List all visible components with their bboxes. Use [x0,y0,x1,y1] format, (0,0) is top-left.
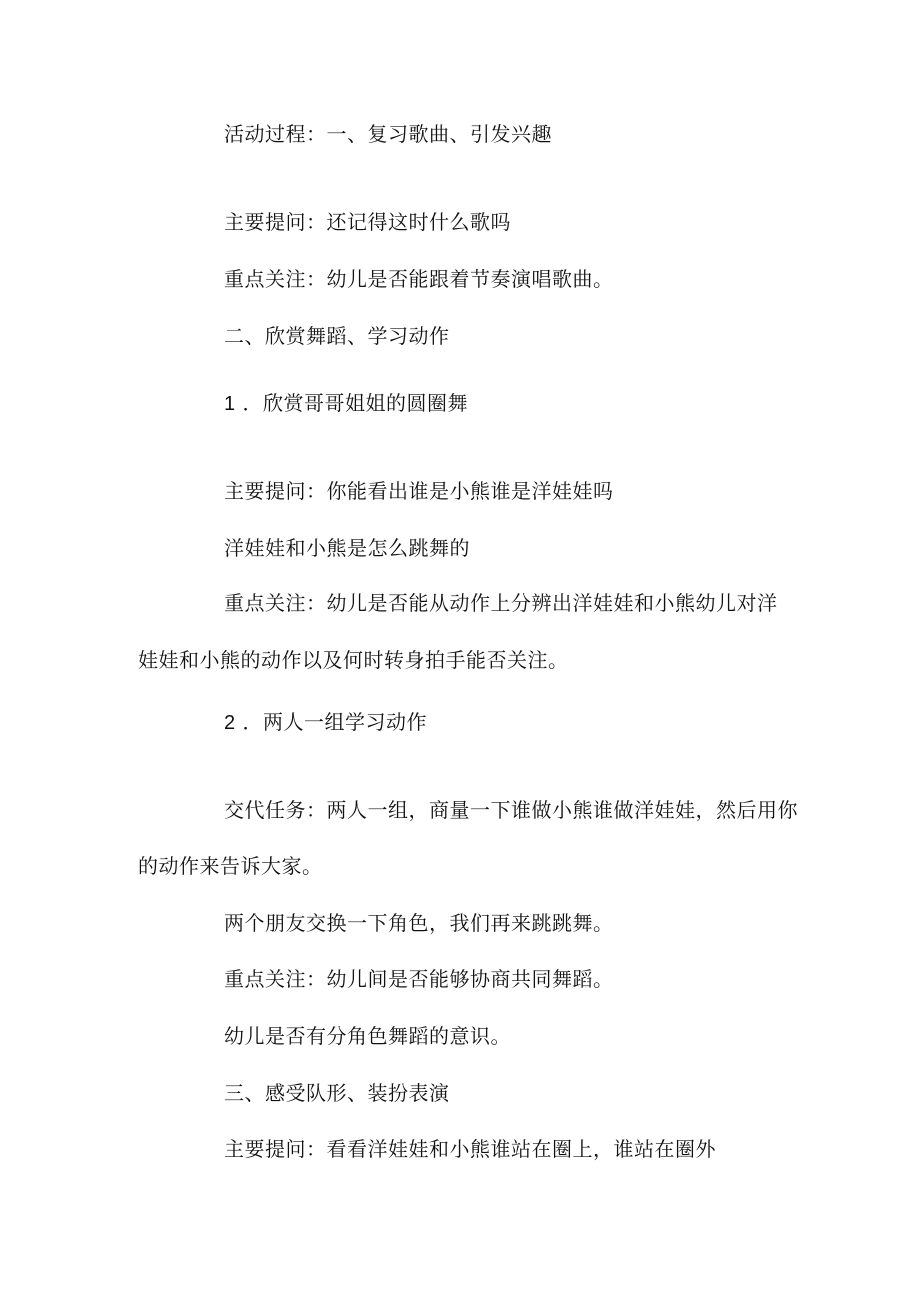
key-focus-3: 重点关注：幼儿间是否能够协商共同舞蹈。 [224,967,614,991]
main-question-3: 主要提问：看看洋娃娃和小熊谁站在圈上，谁站在圈外 [224,1137,716,1161]
section-two-heading: 二、欣赏舞蹈、学习动作 [224,324,450,348]
question-2-continued: 洋娃娃和小熊是怎么跳舞的 [224,536,470,560]
assignment-task-continued: 的动作来告诉大家。 [138,854,323,878]
assignment-task: 交代任务：两人一组，商量一下谁做小熊谁做洋娃娃，然后用你 [224,798,798,822]
subsection-2 [224,709,427,736]
key-focus-1: 重点关注：幼儿是否能跟着节奏演唱歌曲。 [224,267,614,291]
subsection-1 [224,390,468,417]
section-three-heading: 三、感受队形、装扮表演 [224,1081,450,1105]
key-focus-2: 重点关注：幼儿是否能从动作上分辨出洋娃娃和小熊幼儿对洋 [224,591,778,615]
main-question-2: 主要提问：你能看出谁是小熊谁是洋娃娃吗 [224,479,614,503]
subsection-2-number: 2 [224,712,236,734]
subsection-1-number: 1 [224,393,236,415]
subsection-2-text: ．两人一组学习动作 [242,710,427,734]
subsection-1-text: ．欣赏哥哥姐姐的圆圈舞 [242,391,468,415]
activity-process-heading: 活动过程：一、复习歌曲、引发兴趣 [224,122,552,146]
main-question-1: 主要提问：还记得这时什么歌吗 [224,210,511,234]
key-focus-3-continued: 幼儿是否有分角色舞蹈的意识。 [224,1024,511,1048]
key-focus-2-continued: 娃娃和小熊的动作以及何时转身拍手能否关注。 [138,648,569,672]
swap-roles: 两个朋友交换一下角色，我们再来跳跳舞。 [224,911,614,935]
